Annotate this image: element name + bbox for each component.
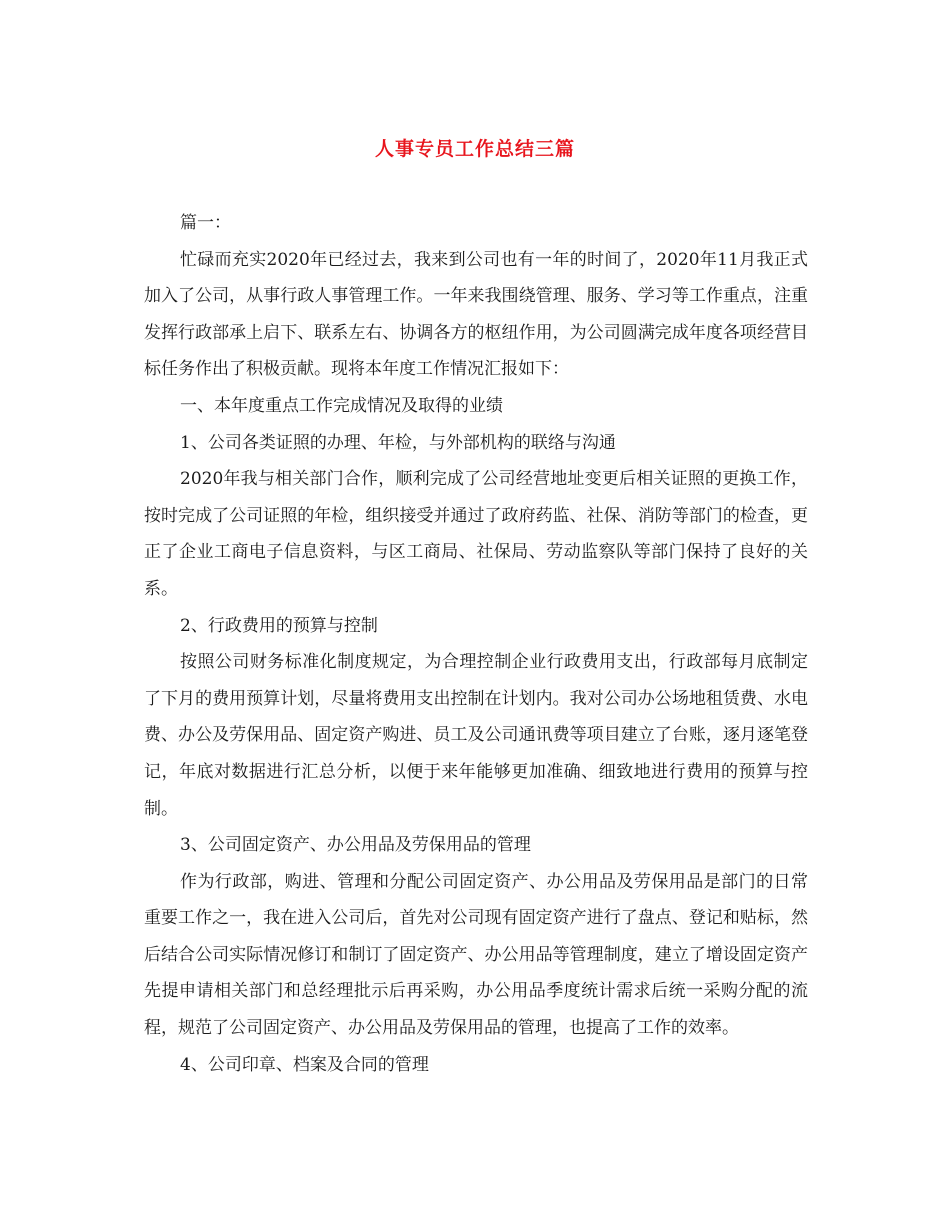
fixed-assets-paragraph: 作为行政部，购进、管理和分配公司固定资产、办公用品及劳保用品是部门的日常重要工作之一，我在进入公司后，首先对公司现有固定资产进行了盘点、登记和贴标，然后结合公司实际情况修订和制订了固定资产、办公用品等管理制度，建立了增设固定资产先提申请相关部门和总经理批示后再采购，办公用品季度统计需求后统一采购分配的流程，规范了公司固定资产、办公用品及劳保用品的管理，也提高了工作的效率。 bbox=[144, 871, 808, 1039]
intro-paragraph: 忙碌而充实2020年已经过去，我来到公司也有一年的时间了，2020年11月我正式加入了公司，从事行政人事管理工作。一年来我围绕管理、服务、学习等工作重点，注重发挥行政部承上启下、联系左右、协调各方的枢纽作用，为公司圆满完成年度各项经营目标任务作出了积极贡献。现将本年度工作情况汇报如下： bbox=[144, 249, 808, 380]
subheading-fixed-assets: 3、公司固定资产、办公用品及劳保用品的管理 bbox=[180, 835, 531, 856]
subheading-seals-archives: 4、公司印章、档案及合同的管理 bbox=[180, 1054, 429, 1075]
section-heading-key-work: 一、本年度重点工作完成情况及取得的业绩 bbox=[180, 395, 503, 416]
document-title: 人事专员工作总结三篇 bbox=[374, 138, 575, 160]
document-body bbox=[144, 205, 808, 1083]
admin-budget-paragraph: 按照公司财务标准化制度规定，为合理控制企业行政费用支出，行政部每月底制定了下月的费用预算计划，尽量将费用支出控制在计划内。我对公司办公场地租赁费、水电费、办公及劳保用品、固定资产购进、员工及公司通讯费等项目建立了台账，逐月逐笔登记，年底对数据进行汇总分析，以便于来年能够更加准确、细致地进行费用的预算与控制。 bbox=[144, 652, 808, 819]
section-heading-part-one: 篇一： bbox=[180, 213, 231, 233]
subheading-admin-budget: 2、行政费用的预算与控制 bbox=[180, 615, 378, 636]
subheading-licenses: 1、公司各类证照的办理、年检，与外部机构的联络与沟通 bbox=[180, 432, 616, 453]
licenses-paragraph: 2020年我与相关部门合作，顺利完成了公司经营地址变更后相关证照的更换工作，按时完成了公司证照的年检，组织接受并通过了政府药监、社保、消防等部门的检查，更正了企业工商电子信息资料，与区工商局、社保局、劳动监察队等部门保持了良好的关系。 bbox=[144, 469, 808, 599]
